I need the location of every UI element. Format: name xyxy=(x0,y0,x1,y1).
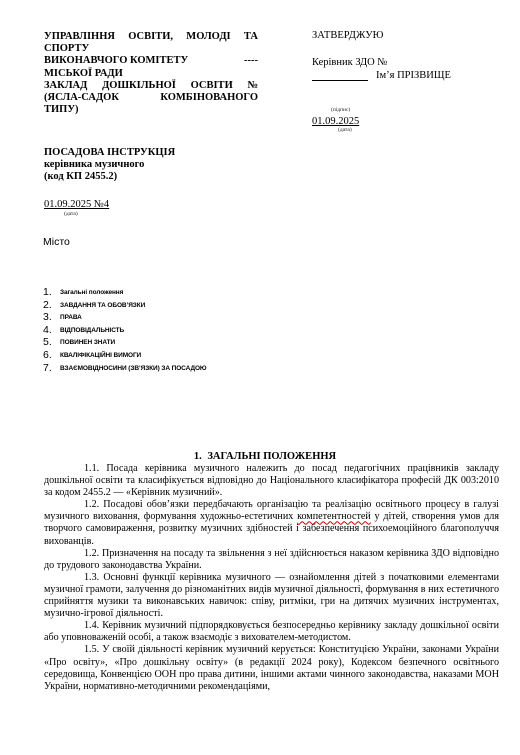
approval-title: ЗАТВЕРДЖУЮ xyxy=(312,30,384,41)
org-line-7: ТИПУ) xyxy=(44,104,79,116)
document-body xyxy=(44,463,499,693)
toc-item-label: ПРАВА xyxy=(60,314,82,322)
org-line-4: МІСЬКОЇ РАДИ xyxy=(44,67,123,79)
approver-name: Ім’я ПРІЗВИЩЕ xyxy=(376,70,451,81)
toc-item-number: 7. xyxy=(43,361,52,374)
document-number-caption: (дата) xyxy=(64,211,78,217)
paragraph-1-1: 1.1. Посада керівника музичного належить до посад педагогічних працівників закладу дошкільної освіти та класифікується відповідно до Національного класифікатора професій ДК 003:2010 за кодом 2455.2 — «Керівник музичний». xyxy=(44,463,499,499)
toc-item-label: ВЗАЄМОВІДНОСИНИ (ЗВ’ЯЗКИ) ЗА ПОСАДОЮ xyxy=(60,364,207,372)
section-title: ЗАГАЛЬНІ ПОЛОЖЕННЯ xyxy=(207,451,337,462)
document-title-block xyxy=(44,147,175,183)
toc-item-label: Загальні положення xyxy=(60,289,124,296)
org-line-6-right: КОМБІНОВАНОГО xyxy=(160,92,258,104)
paragraph-1-5: 1.5. У своїй діяльності керівник музичний керується: Конституцією України, законами України «Про освіту», «Про дошкільну освіту» (в редакції 2024 року), Кодексом безпечного освітнього середовища, Конвенцією ООН про права дитини, іншими актами чинного законодавства, наказами МОН України, нормативно-методичними рекомендаціями, xyxy=(44,644,499,692)
toc-item-number: 6. xyxy=(43,348,52,361)
toc-item-number: 2. xyxy=(43,298,52,311)
org-line-3 xyxy=(44,55,258,67)
toc-item-label: ВІДПОВІДАЛЬНІСТЬ xyxy=(60,326,125,334)
document-subtitle: керівника музичного xyxy=(44,159,145,170)
approval-date-caption: (дата) xyxy=(338,127,352,133)
document-title: ПОСАДОВА ІНСТРУКЦІЯ xyxy=(44,147,176,158)
toc-item-label: ПОВИНЕН ЗНАТИ xyxy=(60,339,116,347)
paragraph-1-2-part-b: у дітей, створення умов для творчого самовираження, розвитку музичних здібностей і забезпечення психоемоційного благополуччя вихованців. xyxy=(44,511,499,547)
org-line-1: УПРАВЛІННЯ ОСВІТИ, МОЛОДІ ТА xyxy=(44,31,258,42)
approval-date: 01.09.2025 xyxy=(312,116,360,127)
organization-header xyxy=(44,31,258,116)
approval-position: Керівник ЗДО № xyxy=(312,57,388,68)
paragraph-1-2-appointment: 1.2. Призначення на посаду та звільнення з неї здійснюється наказом керівника ЗДО відповідно до трудового законодавства України. xyxy=(44,547,499,571)
spellcheck-word: компетентностей xyxy=(297,511,371,523)
paragraph-1-4: 1.4. Керівник музичний підпорядковується безпосередньо керівнику закладу дошкільної освіти або уповноваженій особі, а також взаємодіє з вихователем-методистом. xyxy=(44,620,499,644)
org-line-6 xyxy=(44,92,258,104)
section-heading xyxy=(0,451,520,463)
org-line-6-left: (ЯСЛА-САДОК xyxy=(44,92,119,104)
toc-item-number: 1. xyxy=(43,286,52,298)
org-line-3-right: ---- xyxy=(244,55,258,67)
toc-item-number: 3. xyxy=(43,311,52,324)
city: Місто xyxy=(43,236,70,248)
paragraph-1-2 xyxy=(44,499,499,547)
paragraph-1-3: 1.3. Основні функції керівника музичного — ознайомлення дітей з початковими елементами музичної грамоти, залучення до різноманітних видів музичної діяльності, формування в них естетичного сприйняття музики та виконавських навичок: співу, ритміки, гри на дитячих музичних інструментах, музично-ігрової діяльності. xyxy=(44,571,499,620)
toc-item-number: 5. xyxy=(43,336,52,349)
org-line-2: СПОРТУ xyxy=(44,43,90,55)
org-line-3-left: ВИКОНАВЧОГО КОМІТЕТУ xyxy=(44,55,189,67)
document-code: (код КП 2455.2) xyxy=(44,171,118,182)
org-line-5: ЗАКЛАД ДОШКІЛЬНОЇ ОСВІТИ № xyxy=(44,79,258,91)
toc-item-number: 4. xyxy=(43,323,52,336)
document-number: 01.09.2025 №4 xyxy=(44,199,110,210)
paragraph-1-2-part-a: 1.2. Посадові обов’язки передбачають організацію та реалізацію освітнього процесу в галузі музичного виховання, формування художньо-естетичних xyxy=(44,499,499,523)
toc-item-label: ЗАВДАННЯ ТА ОБОВ’ЯЗКИ xyxy=(60,301,146,309)
toc-item-label: КВАЛІФІКАЦІЙНІ ВИМОГИ xyxy=(60,351,142,359)
signature-caption: (підпис) xyxy=(331,107,351,113)
section-number: 1. xyxy=(193,451,202,462)
signature-line xyxy=(312,80,368,81)
